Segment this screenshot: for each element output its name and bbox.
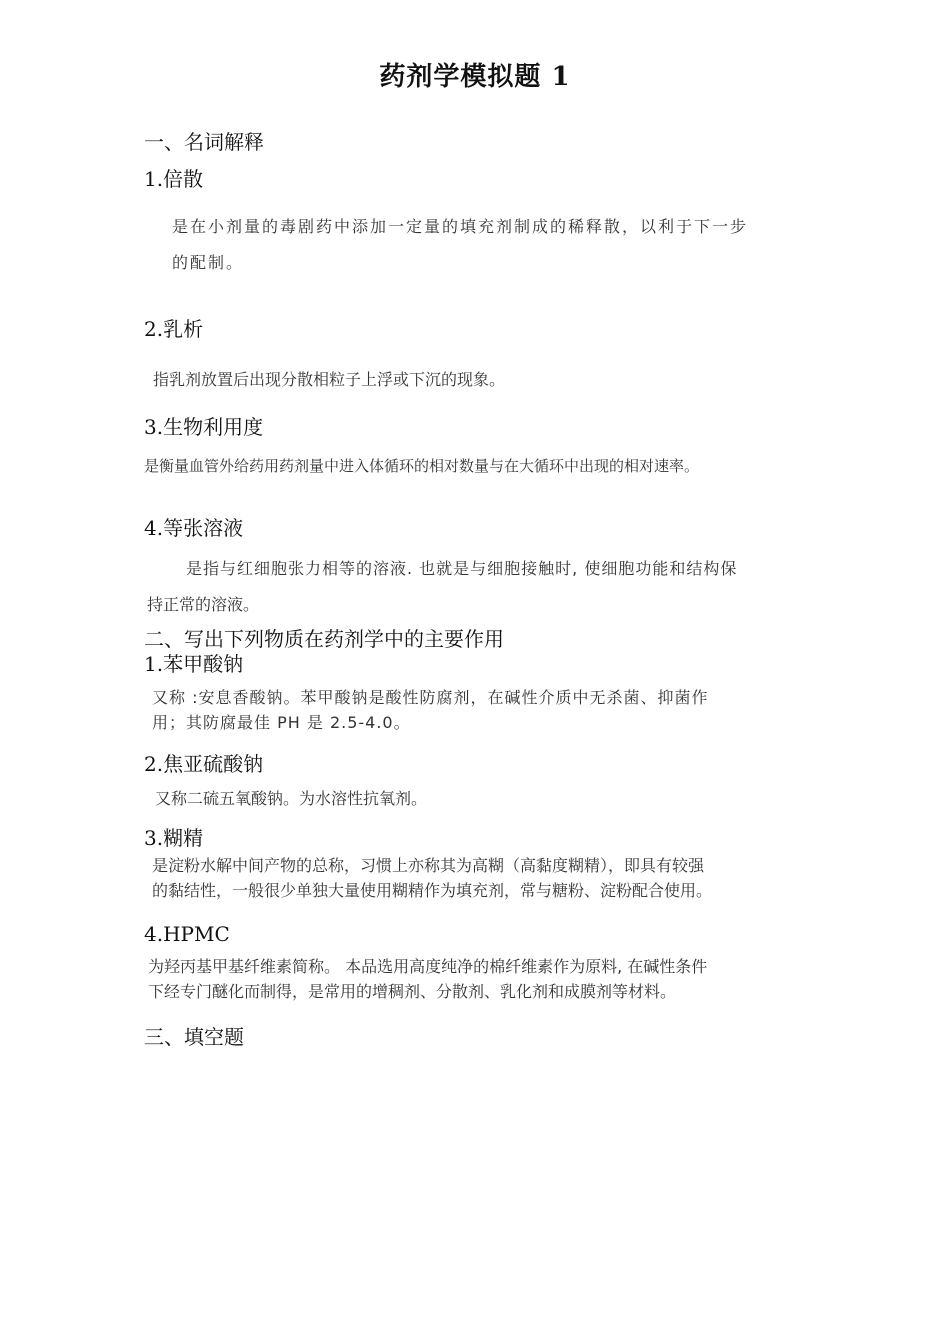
- term-heading: 3.糊精: [144, 826, 204, 850]
- term-heading: 1.倍散: [144, 167, 204, 191]
- section-heading-3: 三、填空题: [144, 1025, 244, 1049]
- term-heading: 2.焦亚硫酸钠: [144, 752, 264, 776]
- definition-line: 指乳剂放置后出现分散相粒子上浮或下沉的现象。: [153, 370, 506, 389]
- document-title: 药剂学模拟题 1: [379, 62, 571, 92]
- definition-line: 是衡量血管外给药用药剂量中进入体循环的相对数量与在大循环中出现的相对速率。: [144, 457, 700, 475]
- term-heading: 1.苯甲酸钠: [144, 652, 244, 676]
- definition-line: 是在小剂量的毒剧药中添加一定量的填充剂制成的稀释散，以利于下一步: [172, 217, 749, 236]
- definition-line: 为羟丙基甲基纤维素简称。 本品选用高度纯净的棉纤维素作为原料, 在碱性条件: [148, 957, 708, 976]
- section-heading-2: 二、写出下列物质在药剂学中的主要作用: [144, 627, 504, 651]
- definition-line: 是指与红细胞张力相等的溶液. 也就是与细胞接触时, 使细胞功能和结构保: [186, 559, 738, 578]
- term-heading: 4.HPMC: [144, 922, 230, 946]
- term-heading: 3.生物利用度: [144, 415, 264, 439]
- definition-line: 又称 :安息香酸钠。苯甲酸钠是酸性防腐剂，在碱性介质中无杀菌、抑菌作: [152, 688, 709, 707]
- definition-line: 又称二硫五氧酸钠。为水溶性抗氧剂。: [155, 789, 428, 808]
- definition-line: 持正常的溶液。: [147, 595, 260, 614]
- definition-line: 用；其防腐最佳 PH 是 2.5-4.0。: [152, 713, 411, 732]
- definition-line: 是淀粉水解中间产物的总称，习惯上亦称其为高糊（高黏度糊精），即具有较强: [152, 856, 705, 875]
- term-heading: 4.等张溶液: [144, 516, 244, 540]
- definition-line: 下经专门醚化而制得，是常用的增稠剂、分散剂、乳化剂和成膜剂等材料。: [148, 982, 677, 1001]
- definition-line: 的黏结性，一般很少单独大量使用糊精作为填充剂，常与糖粉、淀粉配合使用。: [152, 881, 713, 900]
- definition-line: 的配制。: [172, 253, 245, 272]
- term-heading: 2.乳析: [144, 317, 204, 341]
- section-heading-1: 一、名词解释: [144, 130, 264, 154]
